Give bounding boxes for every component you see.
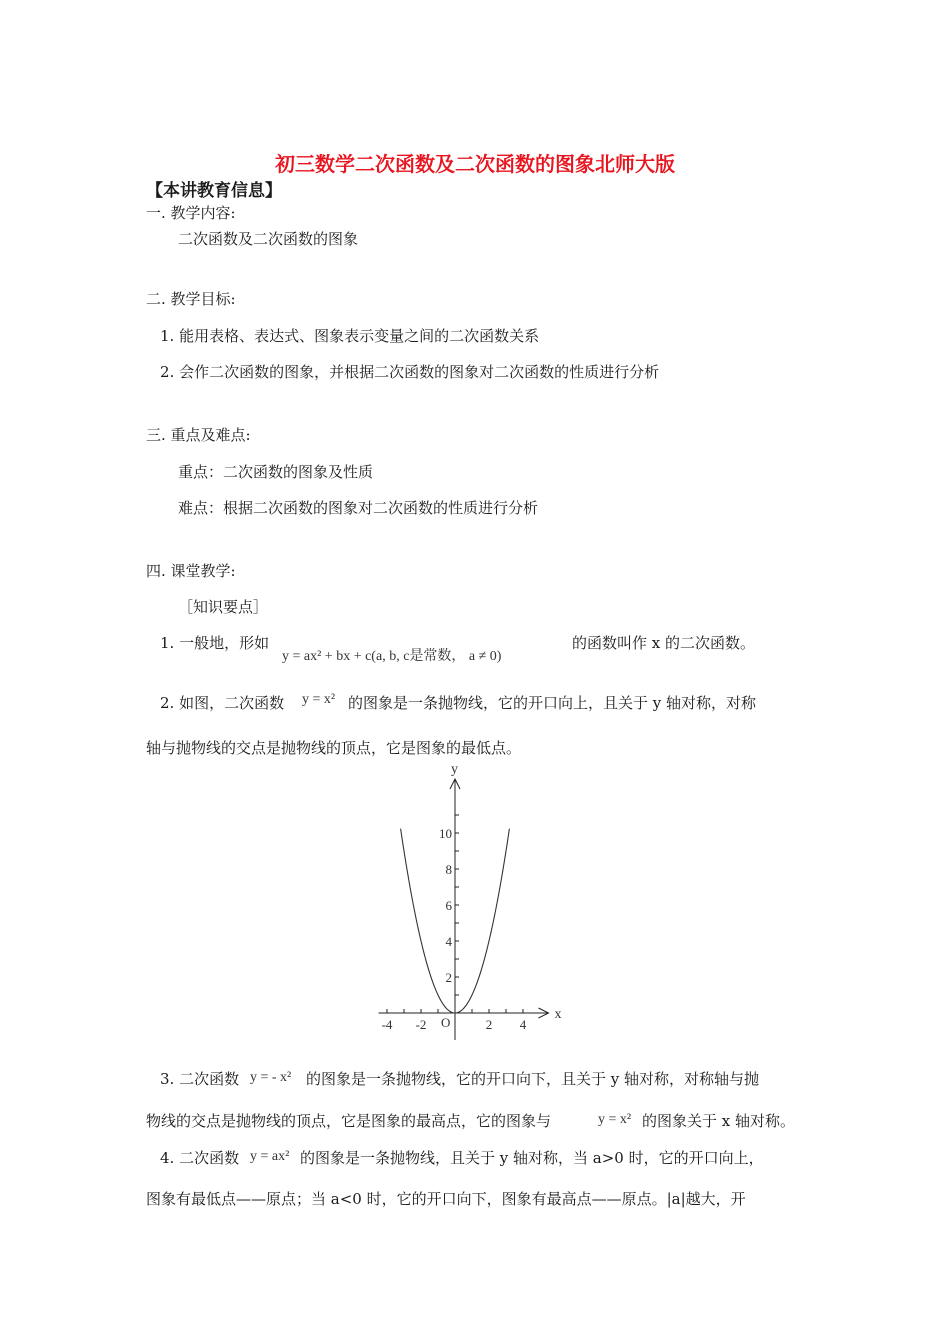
section-2-item-2: 2. 会作二次函数的图象，并根据二次函数的图象对二次函数的性质进行分析	[160, 363, 660, 381]
parabola-chart	[360, 758, 580, 1058]
section-1-body: 二次函数及二次函数的图象	[178, 230, 359, 248]
section-3-heading: 三. 重点及难点:	[146, 426, 251, 444]
x-tick-label: 2	[485, 1017, 493, 1032]
point-1-lead: 1. 一般地，形如	[160, 634, 270, 652]
point-2-formula: y = x²	[302, 692, 336, 707]
section-4-heading: 四. 课堂教学:	[146, 562, 236, 580]
x-tick-label: -4	[381, 1017, 393, 1032]
point-2-text-cont: 轴与抛物线的交点是抛物线的顶点，它是图象的最低点。	[146, 739, 522, 757]
y-axis-label: y	[451, 762, 458, 777]
x-axis-label: x	[554, 1007, 562, 1022]
point-3-lead: 3. 二次函数	[160, 1070, 240, 1088]
section-2-heading: 二. 教学目标:	[146, 290, 236, 308]
section-3-key-point: 重点：二次函数的图象及性质	[178, 463, 374, 481]
point-1-tail: 的函数叫作 x 的二次函数。	[572, 634, 755, 652]
y-tick-label: 10	[439, 826, 452, 841]
point-4-formula: y = ax²	[250, 1149, 290, 1164]
x-tick-label: 4	[519, 1017, 527, 1032]
point-3-text-cont: 物线的交点是抛物线的顶点，它是图象的最高点，它的图象与	[146, 1112, 552, 1130]
y-tick-label: 6	[445, 898, 452, 913]
y-tick-label: 2	[445, 970, 452, 985]
point-3-formula-2: y = x²	[598, 1112, 632, 1127]
point-4-text: 的图象是一条抛物线，且关于 y 轴对称，当 a>0 时，它的开口向上，	[300, 1149, 764, 1167]
point-3-text-end: 的图象关于 x 轴对称。	[642, 1112, 795, 1130]
knowledge-label: ［知识要点］	[178, 598, 269, 616]
y-tick-label: 4	[445, 934, 452, 949]
section-3-difficulty: 难点：根据二次函数的图象对二次函数的性质进行分析	[178, 499, 539, 517]
page-title: 初三数学二次函数及二次函数的图象北师大版	[275, 152, 675, 176]
x-tick-label: -2	[415, 1017, 427, 1032]
point-2-text: 的图象是一条抛物线，它的开口向上，且关于 y 轴对称，对称	[348, 694, 757, 712]
point-1-formula: y = ax² + bx + c(a, b, c是常数， a ≠ 0)	[282, 649, 502, 664]
info-heading: 【本讲教育信息】	[146, 181, 282, 201]
section-2-item-1: 1. 能用表格、表达式、图象表示变量之间的二次函数关系	[160, 327, 540, 345]
point-3-text: 的图象是一条抛物线，它的开口向下，且关于 y 轴对称，对称轴与抛	[306, 1070, 760, 1088]
section-1-heading: 一. 教学内容:	[146, 204, 236, 222]
point-4-lead: 4. 二次函数	[160, 1149, 240, 1167]
point-3-formula: y = - x²	[250, 1070, 292, 1085]
origin-label: O	[441, 1015, 451, 1030]
point-4-text-cont: 图象有最低点——原点；当 a<0 时，它的开口向下，图象有最高点——原点。|a|越大，开	[146, 1190, 746, 1208]
point-2-lead: 2. 如图，二次函数	[160, 694, 285, 712]
y-tick-label: 8	[445, 862, 452, 877]
